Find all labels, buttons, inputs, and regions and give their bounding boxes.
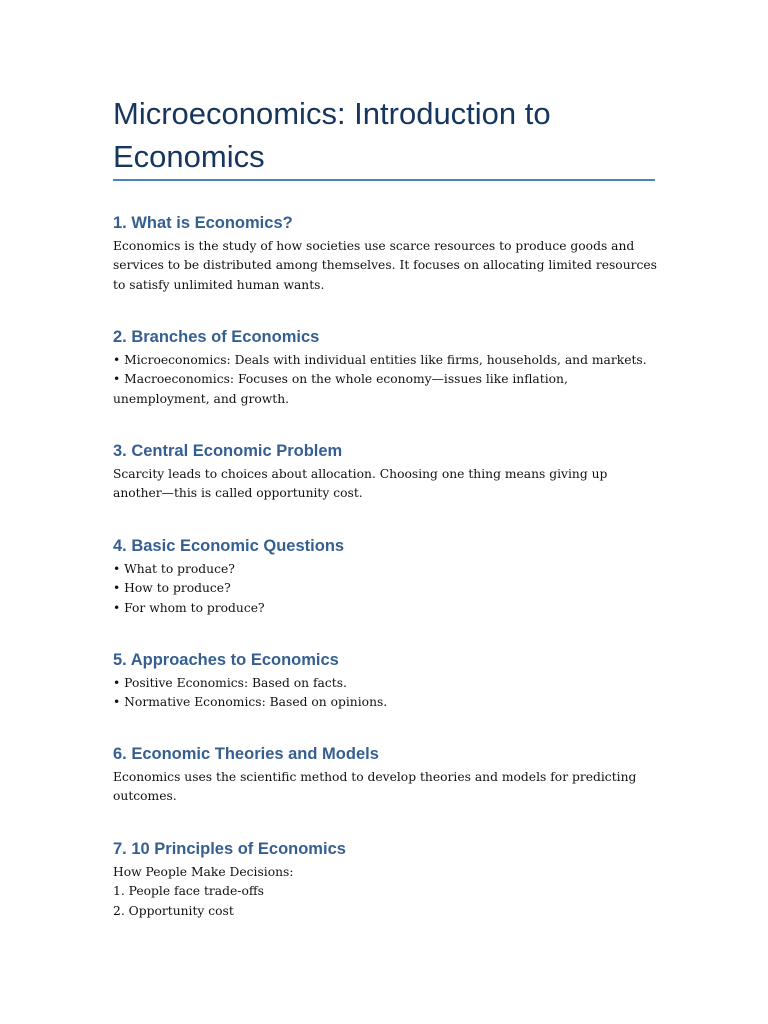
- section-approaches-to-economics: [113, 649, 658, 713]
- section-heading: 3. Central Economic Problem: [113, 442, 343, 460]
- bullet-item: • Macroeconomics: Focuses on the whole economy—issues like inflation, unemployment, and growth.: [113, 372, 568, 406]
- section-heading: 1. What is Economics?: [113, 214, 293, 232]
- section-branches-of-economics: [113, 326, 658, 409]
- section-heading: 6. Economic Theories and Models: [113, 745, 379, 763]
- section-central-economic-problem: [113, 440, 658, 504]
- bullet-item: • Microeconomics: Deals with individual entities like firms, households, and markets.: [113, 353, 647, 367]
- section-10-principles-of-economics: [113, 838, 658, 921]
- list-item: How People Make Decisions:: [113, 865, 294, 879]
- section-paragraph: Economics is the study of how societies use scarce resources to produce goods and services to be distributed among themselves. It focuses on allocating limited resources to satisfy unlimited human wants.: [113, 239, 657, 292]
- list-item: 2. Opportunity cost: [113, 903, 234, 918]
- section-heading: 4. Basic Economic Questions: [113, 537, 345, 555]
- section-heading: 2. Branches of Economics: [113, 328, 320, 346]
- section-paragraph: Scarcity leads to choices about allocation. Choosing one thing means giving up another—this is called opportunity cost.: [113, 467, 608, 501]
- bullet-item: • What to produce?: [113, 562, 235, 576]
- bullet-item: • Normative Economics: Based on opinions.: [113, 695, 388, 710]
- section-economic-theories-and-models: [113, 743, 658, 807]
- bullet-item: • Positive Economics: Based on facts.: [113, 676, 347, 690]
- section-basic-economic-questions: [113, 535, 658, 618]
- document-title: Microeconomics: Introduction to Economics: [113, 96, 551, 174]
- section-what-is-economics: [113, 212, 658, 295]
- section-heading: 5. Approaches to Economics: [113, 651, 339, 669]
- title-divider: [113, 179, 655, 181]
- bullet-item: • How to produce?: [113, 581, 231, 596]
- bullet-item: • For whom to produce?: [113, 600, 265, 615]
- section-heading: 7. 10 Principles of Economics: [113, 840, 346, 858]
- section-paragraph: Economics uses the scientific method to develop theories and models for predicting outcomes.: [113, 770, 637, 804]
- list-item: 1. People face trade-offs: [113, 884, 264, 899]
